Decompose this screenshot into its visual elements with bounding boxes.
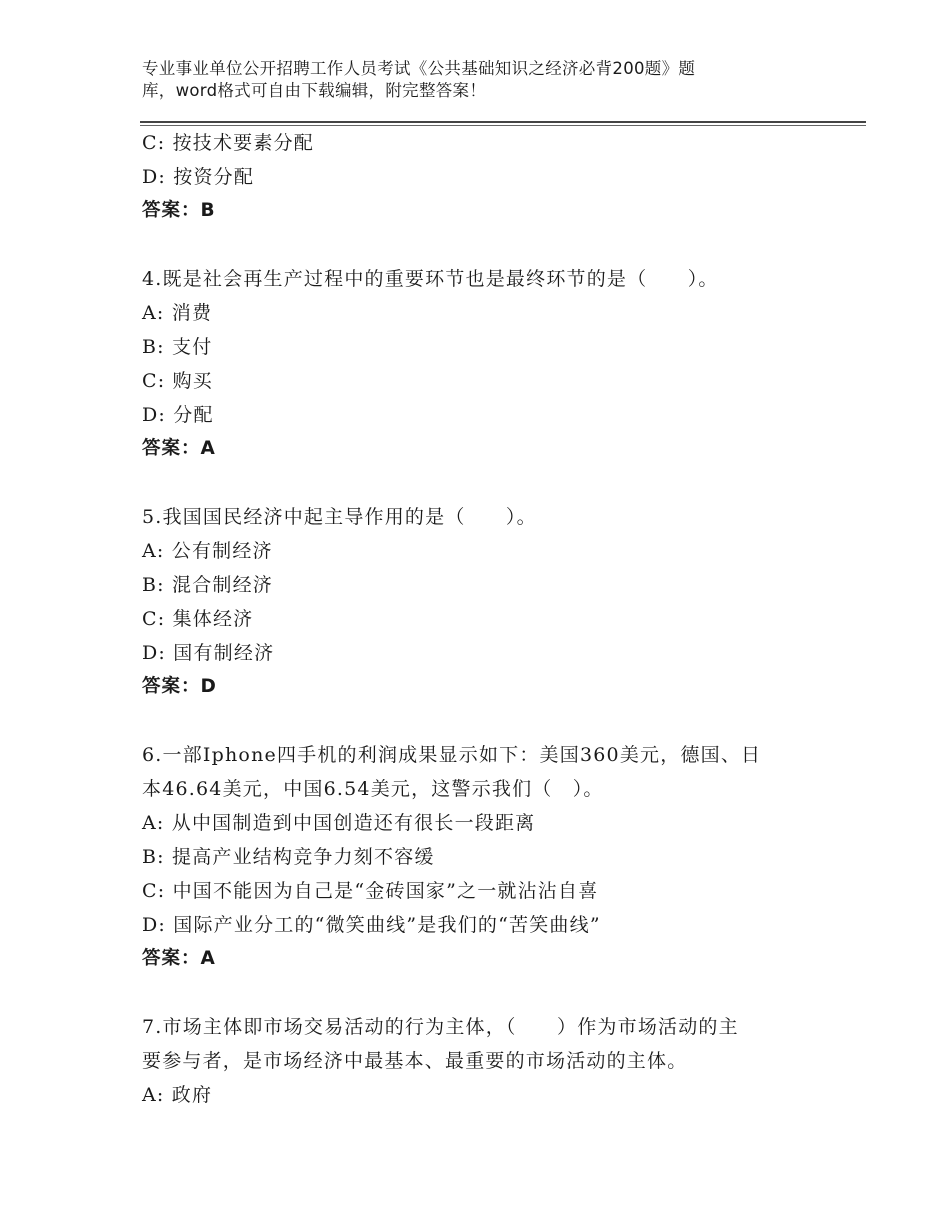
option-d: D: 分配: [142, 404, 214, 426]
option-b: B: 提高产业结构竞争力刻不容缓: [142, 846, 435, 868]
option-d: D: 国有制经济: [142, 642, 275, 664]
answer-label: 答案：A: [142, 438, 216, 459]
header-divider-thick: [140, 121, 866, 123]
document-body: [142, 126, 822, 1112]
document-header: [142, 58, 782, 102]
spacer: [142, 704, 822, 738]
option-d: D: 国际产业分工的“微笑曲线”是我们的“苦笑曲线”: [142, 914, 601, 936]
question-stem-line-2: 本46.64美元，中国6.54美元，这警示我们（ ）。: [142, 778, 604, 800]
option-c: C: 中国不能因为自己是“金砖国家”之一就沾沾自喜: [142, 880, 599, 902]
spacer: [142, 976, 822, 1010]
question-5: [142, 500, 822, 704]
question-stem-line-2: 要参与者，是市场经济中最基本、最重要的市场活动的主体。: [142, 1050, 688, 1072]
option-c: C: 购买: [142, 370, 213, 392]
question-6: [142, 738, 822, 976]
header-title-line-2: 库，word格式可自由下载编辑，附完整答案！: [142, 81, 487, 100]
header-title-line-1: 专业事业单位公开招聘工作人员考试《公共基础知识之经济必背200题》题: [142, 59, 696, 78]
spacer: [142, 466, 822, 500]
question-stem: 5.我国国民经济中起主导作用的是（ ）。: [142, 506, 537, 528]
option-a: A: 从中国制造到中国创造还有很长一段距离: [142, 812, 536, 834]
option-a: A: 公有制经济: [142, 540, 273, 562]
option-c: C: 按技术要素分配: [142, 132, 314, 154]
option-c: C: 集体经济: [142, 608, 254, 630]
question-stem: 4.既是社会再生产过程中的重要环节也是最终环节的是（ ）。: [142, 268, 719, 290]
question-stem-line-1: 6.一部Iphone四手机的利润成果显示如下：美国360美元，德国、日: [142, 744, 762, 766]
spacer: [142, 228, 822, 262]
answer-label: 答案：A: [142, 948, 216, 969]
option-b: B: 支付: [142, 336, 213, 358]
question-3-fragment: [142, 126, 822, 228]
option-a: A: 消费: [142, 302, 213, 324]
option-b: B: 混合制经济: [142, 574, 274, 596]
answer-label: 答案：B: [142, 200, 216, 221]
question-7: [142, 1010, 822, 1112]
question-stem-line-1: 7.市场主体即市场交易活动的行为主体，（ ）作为市场活动的主: [142, 1016, 739, 1038]
option-a: A: 政府: [142, 1084, 213, 1106]
answer-label: 答案：D: [142, 676, 217, 697]
question-4: [142, 262, 822, 466]
option-d: D: 按资分配: [142, 166, 255, 188]
